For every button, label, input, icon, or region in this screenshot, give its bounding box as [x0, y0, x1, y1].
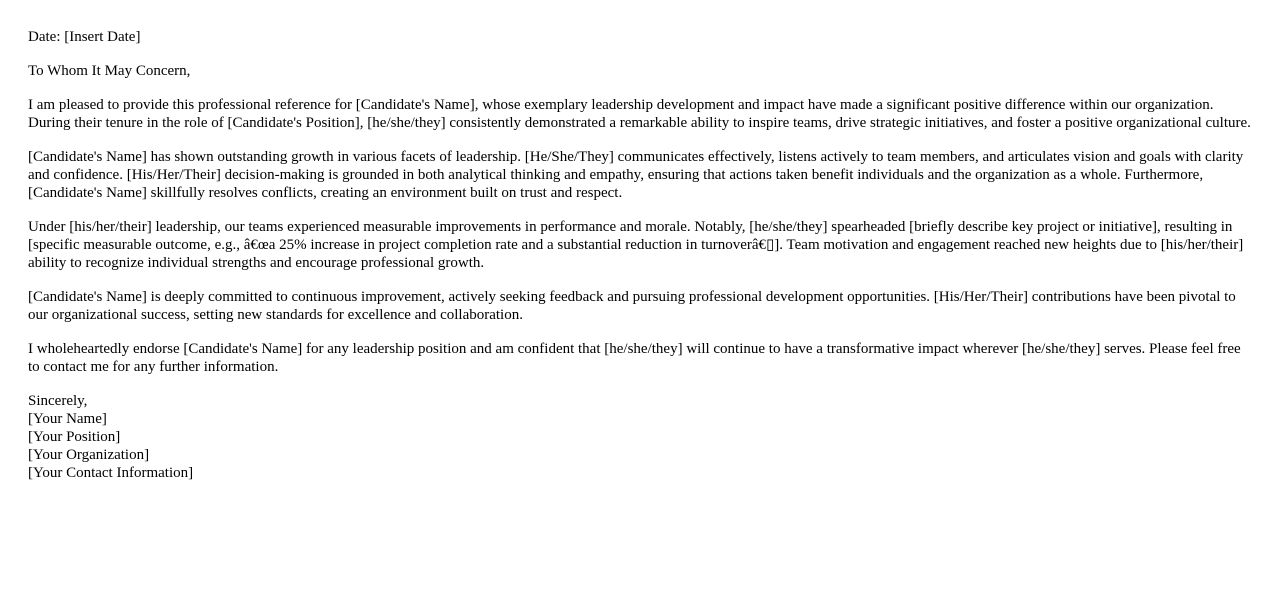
signer-contact: [Your Contact Information]	[28, 465, 194, 481]
reference-letter	[28, 28, 1254, 482]
letter-date: Date: [Insert Date]	[28, 29, 141, 45]
signer-position: [Your Position]	[28, 429, 121, 445]
signature-block	[28, 392, 1254, 482]
signer-organization: [Your Organization]	[28, 447, 150, 463]
letter-paragraph-intro: I am pleased to provide this professional reference for [Candidate's Name], whose exemplary leadership development and impact have made a significant positive difference within our organization. During their tenure in the role of [Candidate's Position], [he/she/they] consistently demonstrated a remarkable ability to inspire teams, drive strategic initiatives, and foster a positive organizational culture.	[28, 97, 1251, 131]
letter-paragraph-endorsement: I wholeheartedly endorse [Candidate's Name] for any leadership position and am confident that [he/she/they] will continue to have a transformative impact wherever [he/she/they] serves. Please feel free to contact me for any further information.	[28, 341, 1241, 375]
letter-paragraph-commitment: [Candidate's Name] is deeply committed to continuous improvement, actively seeking feedback and pursuing professional development opportunities. [His/Her/Their] contributions have been pivotal to our organizational success, setting new standards for excellence and collaboration.	[28, 289, 1236, 323]
signer-name: [Your Name]	[28, 411, 107, 427]
letter-paragraph-impact: Under [his/her/their] leadership, our teams experienced measurable improvements in performance and morale. Notably, [he/she/they] spearheaded [briefly describe key project or initiative], resulting in [specific measurable outcome, e.g., â€œa 25% increase in project completion rate and a substantial reduction in turnoverâ€▯]. Team motivation and engagement reached new heights due to [his/her/their] ability to recognize individual strengths and encourage professional growth.	[28, 219, 1244, 271]
letter-paragraph-growth: [Candidate's Name] has shown outstanding growth in various facets of leadership. [He/She/They] communicates effectively, listens actively to team members, and articulates vision and goals with clarity and confidence. [His/Her/Their] decision-making is grounded in both analytical thinking and empathy, ensuring that actions taken benefit individuals and the organization as a whole. Furthermore, [Candidate's Name] skillfully resolves conflicts, creating an environment built on trust and respect.	[28, 149, 1244, 201]
letter-closing: Sincerely,	[28, 393, 88, 409]
letter-salutation: To Whom It May Concern,	[28, 63, 191, 79]
